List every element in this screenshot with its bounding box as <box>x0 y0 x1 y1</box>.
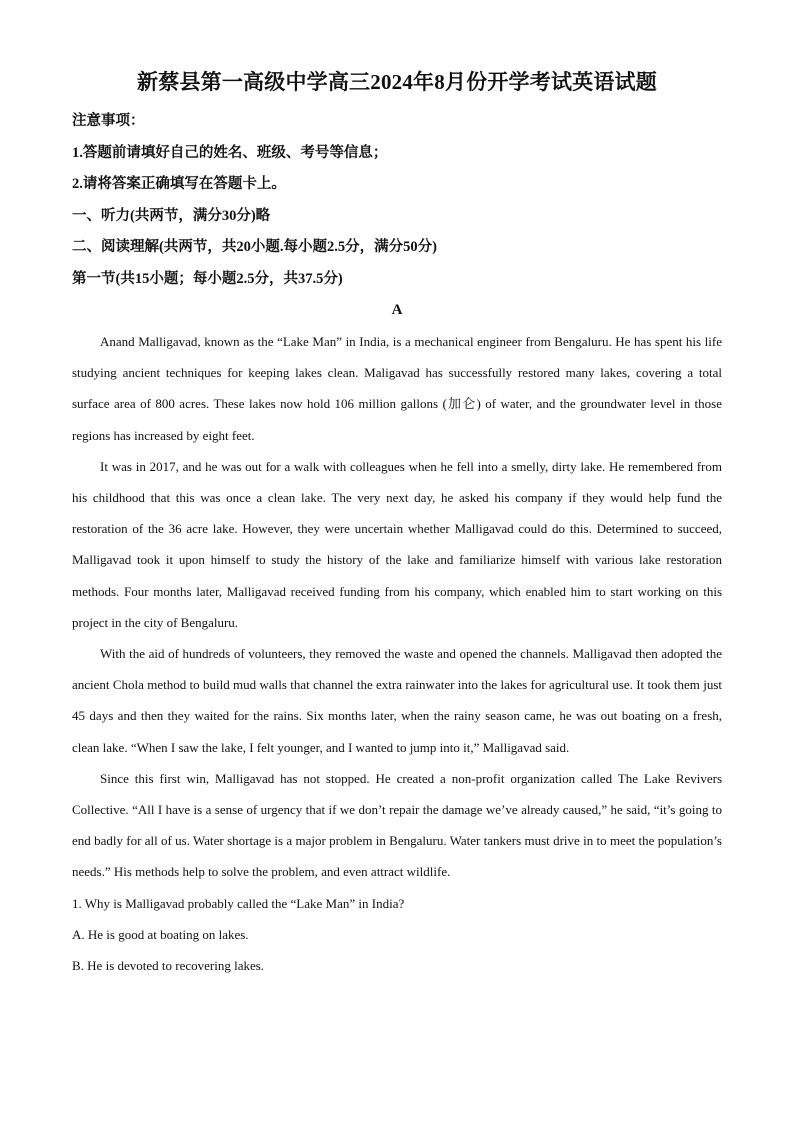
question-stem: 1. Why is Malligavad probably called the “Lake Man” in India? <box>72 895 405 911</box>
section-reading: 二、阅读理解(共两节，共20小题.每小题2.5分，满分50分) <box>72 239 437 255</box>
exam-title: 新蔡县第一高级中学高三2024年8月份开学考试英语试题 <box>137 70 657 94</box>
notes-block <box>72 106 722 295</box>
option-a: A. He is good at boating on lakes. <box>72 926 249 942</box>
option-b: B. He is devoted to recovering lakes. <box>72 958 265 974</box>
exam-page <box>72 68 722 981</box>
section-listening: 一、听力(共两节，满分30分)略 <box>72 207 271 224</box>
notes-heading: 注意事项： <box>72 113 145 129</box>
passage-paragraph: It was in 2017, and he was out for a walk with colleagues when he fell into a smelly, dirty lake. He remembered from his childhood that this was once a clean lake. The very next day, he asked his company if they would help fund the restoration of the 36 acre lake. However, they were uncertain whether Malligavad could do this. Determined to succeed, Malligavad took it upon himself to study the history of the lake and familiarize himself with various lake restoration methods. Four months later, Malligavad received funding from his company, which enabled him to start working on this project in the city of Bengaluru. <box>72 458 722 630</box>
passage-paragraph: Anand Malligavad, known as the “Lake Man” in India, is a mechanical engineer from Bengaluru. He has spent his life studying ancient techniques for keeping lakes clean. Maligavad has successfully restored many lakes, covering a total surface area of 800 acres. These lakes now hold 106 million gallons (加仑) of water, and the groundwater level in those regions has increased by eight feet. <box>72 334 722 443</box>
passage <box>72 326 722 888</box>
passage-paragraph: Since this first win, Malligavad has not stopped. He created a non-profit organization called The Lake Revivers Collective. “All I have is a sense of urgency that if we don’t repair the damage we’ve already caused,” he said, “it’s going to end badly for all of us. Water shortage is a major problem in Bengaluru. Water tankers must drive in to meet the population’s needs.” His methods help to solve the problem, and even attract wildlife. <box>72 770 722 880</box>
passage-paragraph: With the aid of hundreds of volunteers, they removed the waste and opened the channels. Malligavad then adopted the ancient Chola method to build mud walls that channel the extra rainwater into the lakes for agricultural use. It took them just 45 days and then they waited for the rains. Six months later, when the rainy season came, he was out boating on a fresh, clean lake. “When I saw the lake, I felt younger, and I wanted to jump into it,” Malligavad said. <box>72 646 722 755</box>
question-1 <box>72 888 722 982</box>
note-item-1: 1.答题前请填好自己的姓名、班级、考号等信息； <box>72 144 388 161</box>
passage-letter: A <box>391 302 403 318</box>
note-item-2: 2.请将答案正确填写在答题卡上。 <box>72 176 286 192</box>
subsection-one: 第一节(共15小题；每小题2.5分，共37.5分) <box>72 270 343 287</box>
